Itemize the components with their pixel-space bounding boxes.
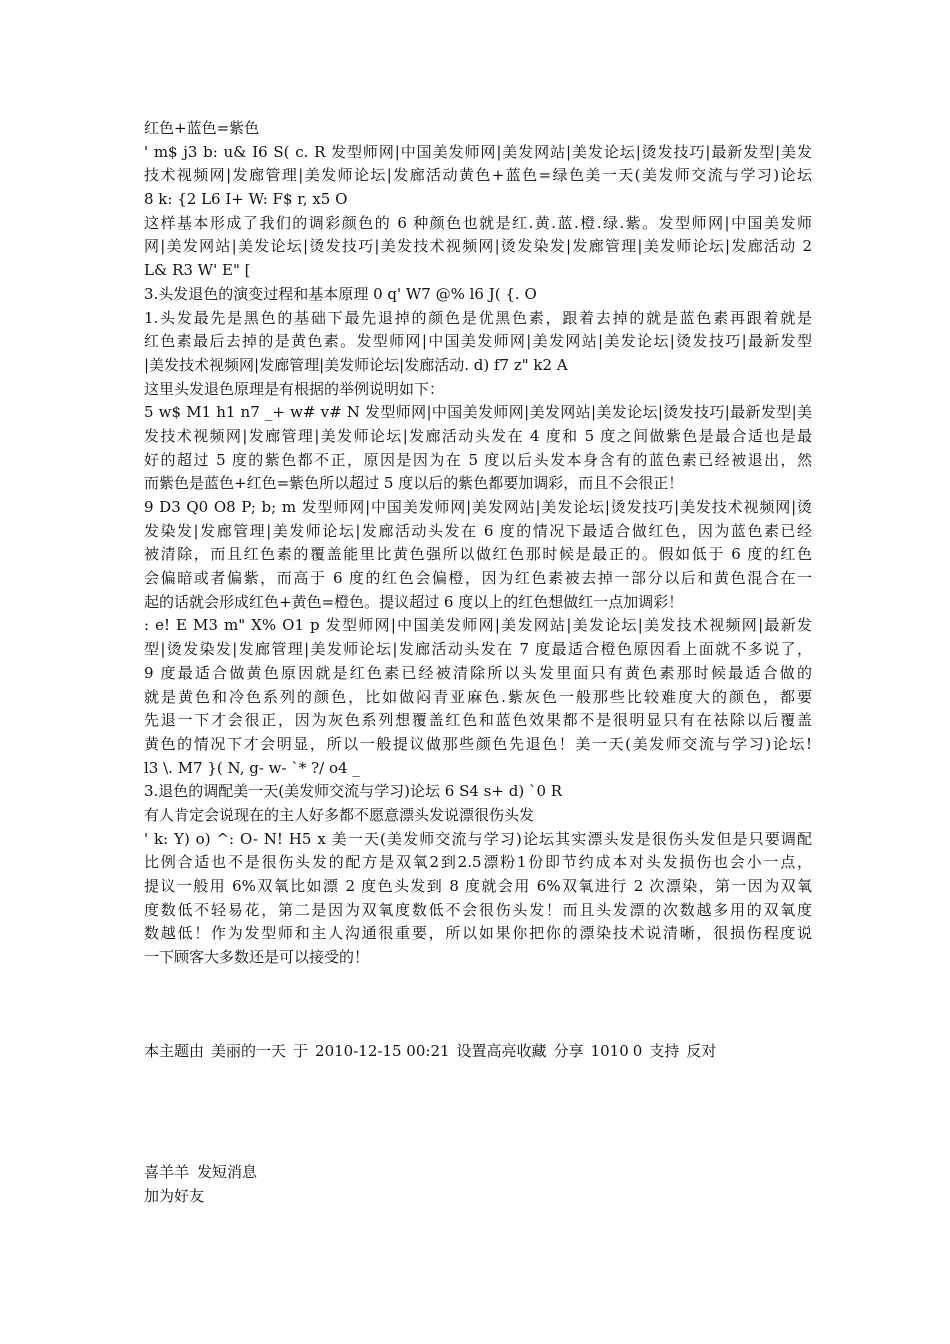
meta-at: 于 xyxy=(293,1042,309,1060)
add-friend-row xyxy=(144,1184,265,1208)
article-line: 而紫色是蓝色+红色=紫色所以超过 5 度以后的紫色都要加调彩，而且不会很正！ xyxy=(144,474,684,493)
oppose-link[interactable]: 反对 xyxy=(686,1042,717,1060)
article-line: 5 w$ M1 h1 n7 _+ w# v# N 发型师网|中国美发师网|美发网站|美发论坛|烫发技巧|最新发型|美 xyxy=(144,403,812,422)
share-link[interactable]: 分享 xyxy=(553,1042,584,1060)
article-line: 黄色的情况下才会明显，所以一般提议做那些颜色先退色！美一天(美发师交流与学习)论坛! xyxy=(144,734,812,753)
article-line: 度数低不轻易花，第二是因为双氧度数低不会很伤头发！而且头发漂的次数越多用的双氧度 xyxy=(144,900,812,919)
author-link[interactable]: 美丽的一天 xyxy=(211,1042,287,1060)
score: 0 xyxy=(632,1042,643,1060)
article-line: 这里头发退色原理是有根据的举例说明如下： xyxy=(144,379,445,398)
article-line: 发技术视频网|发廊管理|美发师论坛|发廊活动头发在 4 度和 5 度之间做紫色是最合适也是最 xyxy=(144,426,812,445)
favorite-link[interactable]: 收藏 xyxy=(516,1042,547,1060)
article-line: 这样基本形成了我们的调彩颜色的 6 种颜色也就是红.黄.蓝.橙.绿.紫。发型师网|中国美发师 xyxy=(144,213,812,232)
article-line: 红色素最后去掉的是黄色素。发型师网|中国美发师网|美发网站|美发论坛|烫发技巧|最新发型 xyxy=(144,332,812,351)
article-line: 一下顾客大多数还是可以接受的！ xyxy=(144,948,370,967)
post-meta-bar xyxy=(144,1040,723,1062)
user-row xyxy=(144,1160,265,1184)
add-friend-link[interactable]: 加为好友 xyxy=(144,1187,205,1205)
user-panel xyxy=(144,1160,265,1208)
article-line: 先退一下才会很正，因为灰色系列想覆盖红色和蓝色效果都不是很明显只有在祛除以后覆盖 xyxy=(144,711,812,730)
article-line: l3 \. M7 }( N, g- w- `* ?/ o4 _ xyxy=(144,758,360,777)
article-line: 红色+蓝色=紫色 xyxy=(144,119,260,137)
highlight-link[interactable]: 设置高亮 xyxy=(456,1042,517,1060)
article-line: 3.退色的调配美一天(美发师交流与学习)论坛 6 S4 s+ d) `0 R xyxy=(144,782,563,801)
meta-prefix: 本主题由 xyxy=(144,1042,205,1060)
article-line: : e! E M3 m" X% O1 p 发型师网|中国美发师网|美发网站|美发论坛|美发技术视频网|最新发 xyxy=(144,616,812,635)
article-line: |美发技术视频网|发廊管理|美发师论坛|发廊活动. d) f7 z" k2 A xyxy=(144,355,568,374)
article-line: ' k: Y) o) ^: O- N! H5 x 美一天(美发师交流与学习)论坛其实漂头发是很伤头发但是只要调配 xyxy=(144,829,812,848)
article-line: 发染发|发廊管理|美发师论坛|发廊活动头发在 6 度的情况下最适合做红色，因为蓝色素已经 xyxy=(144,521,812,540)
share-count: 1010 xyxy=(590,1042,629,1060)
send-message-link[interactable]: 发短消息 xyxy=(197,1163,258,1181)
article-line: 会偏暗或者偏紫，而高于 6 度的红色会偏橙，因为红色素被去掉一部分以后和黄色混合在一 xyxy=(144,569,812,588)
article-line: 3.头发退色的演变过程和基本原理 0 q' W7 @% l6 J( {. O xyxy=(144,284,537,303)
article-line: 1.头发最先是黑色的基础下最先退掉的颜色是优黑色素，跟着去掉的就是蓝色素再跟着就是 xyxy=(144,308,812,327)
article-line: 好的超过 5 度的紫色都不正，原因是因为在 5 度以后头发本身含有的蓝色素已经被退出，然 xyxy=(144,450,812,469)
post-datetime: 2010-12-15 00:21 xyxy=(315,1042,450,1060)
article-line: 比例合适也不是很伤头发的配方是双氧2到2.5漂粉1份即节约成本对头发损伤也会小一点， xyxy=(144,853,812,872)
article-line: 提议一般用 6%双氧比如漂 2 度色头发到 8 度就会用 6%双氧进行 2 次漂染，第一因为双氧 xyxy=(144,877,812,895)
article-line: ' m$ j3 b: u& I6 S( c. R 发型师网|中国美发师网|美发网站|美发论坛|烫发技巧|最新发型|美发 xyxy=(144,142,812,161)
username[interactable]: 喜羊羊 xyxy=(144,1163,190,1181)
article-line: 有人肯定会说现在的主人好多都不愿意漂头发说漂很伤头发 xyxy=(144,805,535,824)
article-line: 9 D3 Q0 O8 P; b; m 发型师网|中国美发师网|美发网站|美发论坛|烫发技巧|美发技术视频网|烫 xyxy=(144,498,812,516)
article-body xyxy=(144,117,812,970)
article-line: 9 度最适合做黄色原因就是红色素已经被清除所以头发里面只有黄色素那时候最适合做的 xyxy=(144,663,812,682)
article-line: 起的话就会形成红色+黄色=橙色。提议超过 6 度以上的红色想做红一点加调彩！ xyxy=(144,592,684,611)
support-link[interactable]: 支持 xyxy=(649,1042,680,1060)
article-line: 技术视频网|发廊管理|美发师论坛|发廊活动黄色+蓝色=绿色美一天(美发师交流与学习)论坛 xyxy=(144,166,812,185)
article-line: 8 k: {2 L6 I+ W: F$ r, x5 O xyxy=(144,190,348,209)
article-line: 型|烫发染发|发廊管理|美发师论坛|发廊活动头发在 7 度最适合橙色原因看上面就不多说了， xyxy=(144,640,812,659)
article-line: L& R3 W' E" [ xyxy=(144,261,251,280)
article-line: 数越低！作为发型师和主人沟通很重要，所以如果你把你的漂染技术说清晰，很损伤程度说 xyxy=(144,924,812,943)
article-line: 就是黄色和冷色系列的颜色，比如做闷青亚麻色.紫灰色一般那些比较难度大的颜色，都要 xyxy=(144,687,812,706)
article-line: 网|美发网站|美发论坛|烫发技巧|美发技术视频网|烫发染发|发廊管理|美发师论坛|发廊活动 2 xyxy=(144,237,812,256)
article-line: 被清除，而且红色素的覆盖能里比黄色强所以做红色那时候是最正的。假如低于 6 度的红色 xyxy=(144,545,812,564)
